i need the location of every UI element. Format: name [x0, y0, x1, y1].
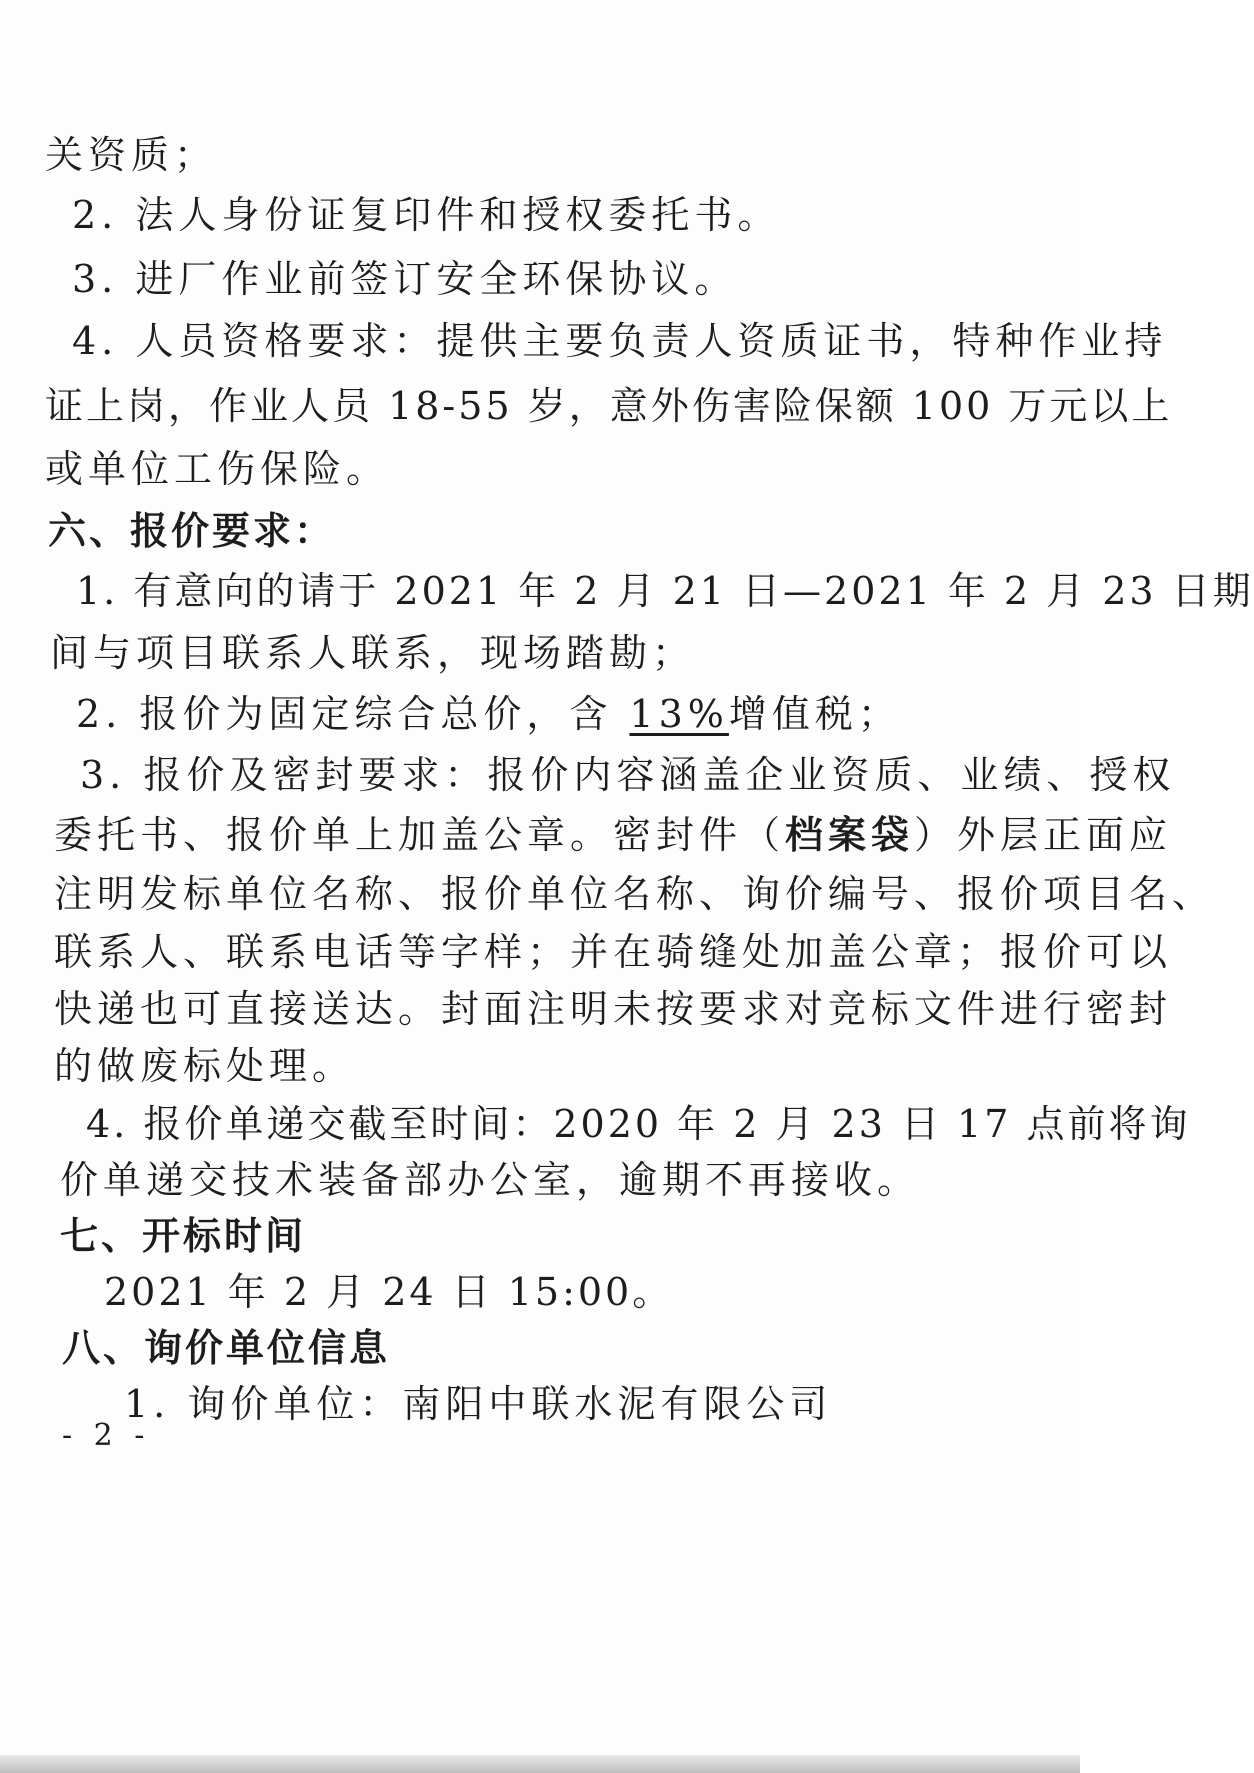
section-heading-bid-opening: 七、开标时间	[60, 1214, 307, 1258]
section-heading-quote-requirements: 六、报价要求：	[48, 509, 336, 553]
bid-opening-time: 2021 年 2 月 24 日 15:00。	[104, 1270, 674, 1314]
section-heading-inquiry-unit: 八、询价单位信息	[62, 1326, 391, 1370]
text-line: 快递也可直接送达。封面注明未按要求对竞标文件进行密封	[54, 987, 1173, 1031]
text-line: 2. 法人身份证复印件和授权委托书。	[72, 193, 781, 237]
text-line: 价单递交技术装备部办公室，逾期不再接收。	[60, 1158, 921, 1202]
tax-rate: 13%	[629, 692, 729, 736]
text-line: 1. 有意向的请于 2021 年 2 月 21 日—2021 年 2 月 23 日期	[76, 569, 1254, 613]
text-line: 4. 人员资格要求：提供主要负责人资质证书，特种作业持	[72, 319, 1168, 363]
text-segment: 2. 报价为固定综合总价，含	[76, 692, 630, 736]
text-line: 证上岗，作业人员 18-55 岁，意外伤害险保额 100 万元以上	[45, 384, 1173, 428]
text-line: 的做废标处理。	[54, 1044, 356, 1088]
page-number: - 2 -	[62, 1418, 151, 1453]
text-segment: 委托书、报价单上加盖公章。密封件（	[54, 813, 786, 857]
text-line	[76, 692, 901, 736]
text-line: 注明发标单位名称、报价单位名称、询价编号、报价项目名、	[54, 872, 1216, 916]
archive-bag-text: 档案袋	[785, 813, 915, 857]
text-line: 3. 报价及密封要求：报价内容涵盖企业资质、业绩、授权	[80, 753, 1176, 797]
text-line	[54, 813, 1173, 857]
text-line: 3. 进厂作业前签订安全环保协议。	[72, 257, 738, 301]
text-line: 间与项目联系人联系，现场踏勘；	[50, 631, 696, 675]
page-bottom-edge	[0, 1755, 1080, 1773]
text-line: 1. 询价单位：南阳中联水泥有限公司	[124, 1382, 833, 1426]
text-line: 4. 报价单递交截至时间：2020 年 2 月 23 日 17 点前将询	[86, 1102, 1191, 1146]
text-line: 联系人、联系电话等字样；并在骑缝处加盖公章；报价可以	[54, 930, 1173, 974]
text-line: 关资质；	[45, 133, 218, 177]
text-segment: ）外层正面应	[914, 813, 1173, 857]
text-segment: 增值税；	[728, 692, 901, 736]
text-line: 或单位工伤保险。	[45, 447, 390, 491]
